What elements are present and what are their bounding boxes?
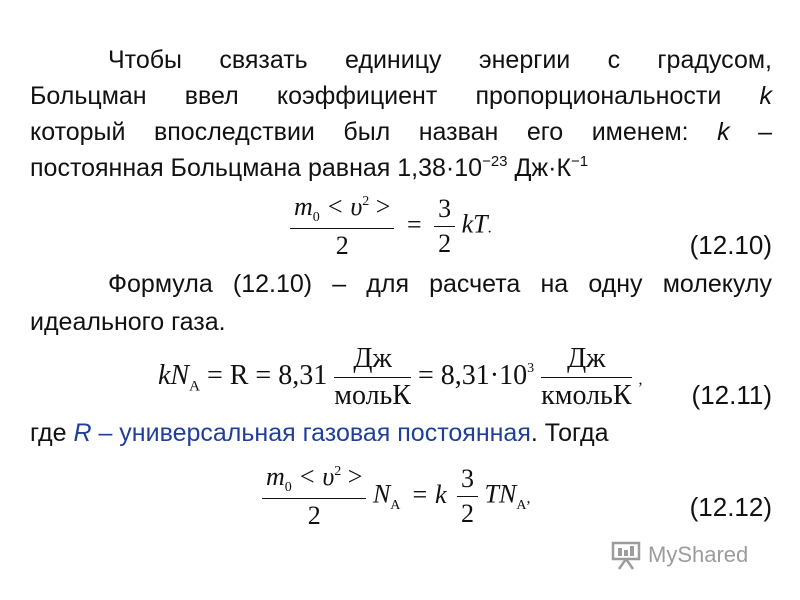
bracket: >	[369, 192, 391, 221]
subscript: A	[516, 497, 527, 513]
subscript: A	[189, 378, 200, 395]
numerator: Дж	[567, 343, 606, 374]
kT: kT	[461, 209, 488, 239]
text: идеального газа.	[30, 308, 226, 336]
equals-kmol: = 8,31·10	[418, 359, 528, 391]
unit: Дж·К	[507, 154, 572, 182]
square: 2	[362, 194, 370, 209]
subscript: A	[390, 497, 401, 513]
velocity: < υ	[291, 462, 335, 491]
period: .	[487, 219, 492, 237]
denominator: кмольК	[541, 377, 631, 412]
denominator: мольК	[334, 377, 411, 412]
denominator: 2	[434, 226, 455, 259]
denominator: 2	[262, 498, 366, 531]
comma: ,	[526, 489, 531, 507]
fraction-three-halves	[434, 194, 455, 259]
numerator: Дж	[353, 343, 392, 374]
kNA: kN	[158, 359, 190, 391]
dash: –	[758, 118, 772, 146]
equation-number-12-11: (12.11)	[691, 380, 772, 410]
exponent: −23	[482, 153, 508, 170]
equation-12-10	[290, 192, 492, 261]
equation-12-11	[158, 343, 643, 412]
myshared-logo	[610, 538, 748, 572]
variable-R: R	[73, 419, 92, 447]
paragraph-1-line-4	[30, 152, 772, 185]
denominator: 2	[290, 228, 394, 261]
unit-exponent: −1	[571, 153, 589, 170]
text: где	[30, 419, 67, 447]
unit-fraction-kmol	[541, 343, 631, 412]
fraction-three-halves	[457, 464, 478, 529]
m0: m	[294, 192, 313, 221]
TNA: TN	[484, 479, 517, 509]
bracket: >	[341, 462, 363, 491]
subscript: 0	[284, 480, 292, 496]
text: Чтобы связать единицу энергии с градусом,	[108, 46, 772, 74]
paragraph-1-line-2	[30, 80, 772, 113]
square: 2	[334, 464, 342, 479]
velocity: < υ	[319, 192, 363, 221]
equation-12-12	[262, 462, 530, 531]
logo-text: MyShared	[648, 542, 749, 567]
NA: N	[372, 479, 391, 509]
text: который впоследствии был назван его именем:	[30, 118, 689, 146]
text: постоянная Больцмана равная 1,38·10	[30, 154, 483, 182]
unit-fraction-mol	[334, 343, 411, 412]
numerator: 3	[438, 194, 452, 224]
denominator: 2	[457, 496, 478, 529]
subscript: 0	[312, 210, 320, 226]
paragraph-2-line-1	[30, 268, 772, 301]
equals-R: = R = 8,31	[206, 359, 328, 391]
variable-k: k	[717, 118, 730, 146]
equation-number-12-10: (12.10)	[689, 230, 772, 260]
text: Больцман ввел коэффициент пропорциональности	[30, 82, 722, 110]
equals: =	[406, 209, 422, 239]
text: . Тогда	[530, 419, 609, 447]
paragraph-2-line-2	[30, 306, 772, 339]
exponent: 3	[527, 360, 535, 376]
paragraph-3	[30, 417, 772, 450]
fraction-kinetic	[290, 192, 394, 261]
m0: m	[266, 462, 285, 491]
paragraph-1-line-3	[30, 116, 772, 149]
variable-k: k	[759, 82, 772, 110]
fraction-kinetic	[262, 462, 366, 531]
highlight-text: – универсальная газовая постоянная	[91, 419, 531, 447]
comma: ,	[638, 370, 643, 388]
paragraph-1-line-1	[30, 44, 772, 77]
equals-k: = k	[410, 479, 447, 509]
equation-number-12-12: (12.12)	[689, 492, 772, 522]
text: Формула (12.10) – для расчета на одну молекулу	[108, 270, 772, 298]
projector-screen-icon	[610, 540, 642, 570]
numerator: 3	[461, 464, 474, 494]
